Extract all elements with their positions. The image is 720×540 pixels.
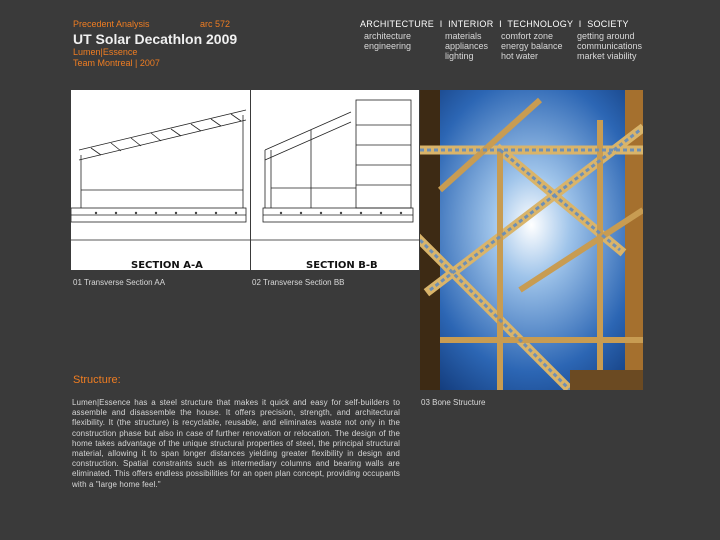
nav-item: lighting (445, 51, 474, 61)
category-heading: ARCHITECTURE I INTERIOR I TECHNOLOGY I SOCIETY (360, 19, 629, 29)
section-aa-drawing (71, 90, 250, 270)
section-bb-svg (251, 90, 419, 270)
section-aa-svg (71, 90, 250, 270)
nav-item: hot water (501, 51, 539, 61)
figure-caption-2: 02 Transverse Section BB (252, 278, 345, 287)
course-label: arc 572 (200, 19, 231, 29)
nav-item: market viability (577, 51, 637, 61)
bone-structure-photo (420, 90, 643, 390)
nav-item: communications (577, 41, 643, 51)
nav-item: materials (445, 31, 482, 41)
nav-item: comfort zone (501, 31, 554, 41)
nav-column-technology (501, 31, 563, 61)
team-name: Team Montreal | 2007 (73, 58, 160, 68)
bone-structure-svg (420, 90, 643, 390)
project-name: Lumen|Essence (73, 47, 138, 57)
nav-item: appliances (445, 41, 489, 51)
nav-item: energy balance (501, 41, 563, 51)
section-aa-label: SECTION A-A (131, 260, 203, 270)
nav-column-interior (445, 31, 488, 61)
section-heading: Structure: (73, 374, 121, 386)
section-bb-label: SECTION B-B (306, 260, 378, 270)
nav-column-architecture (364, 31, 411, 51)
precedent-label: Precedent Analysis (73, 19, 150, 29)
nav-item: engineering (364, 41, 412, 51)
nav-item: getting around (577, 31, 635, 41)
figure-caption-1: 01 Transverse Section AA (73, 278, 166, 287)
page-title: UT Solar Decathlon 2009 (73, 31, 238, 47)
nav-column-society (577, 31, 642, 61)
figure-caption-3: 03 Bone Structure (421, 398, 486, 407)
section-body: Lumen|Essence has a steel structure that makes it quick and easy for self-builders to assemble and disassemble the house. It offers precision, strength, and architectural flexibility. It (the structure) is recyclable, reusable, and eliminates waste not only in the construction phase but also in case of further renovation or relocation. The design of the home takes advantage of the unique structural properties of steel, the principal structural material, allowing it to span longer distances yielding greater flexibility in design and construction. Spatial constraints such as intermediary columns and bearing walls are eliminated. This offers endless possibilities for an open plan concept, providing occupants with a "large home feel." (72, 398, 400, 489)
nav-item: architecture (364, 31, 412, 41)
section-bb-drawing (251, 90, 419, 270)
